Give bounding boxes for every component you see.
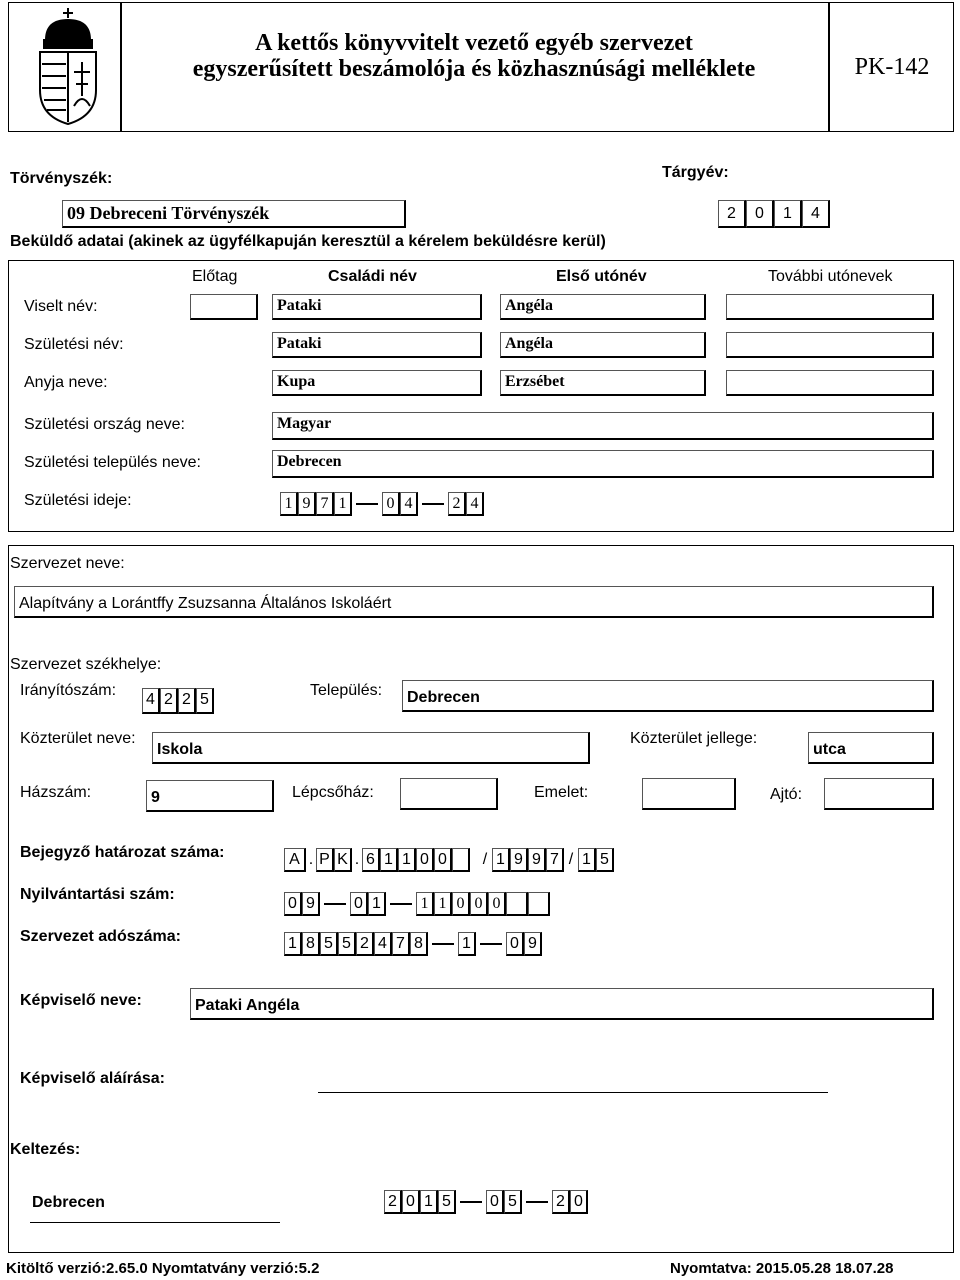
zip-cells xyxy=(142,688,214,714)
dated-year-digit[interactable]: 2 xyxy=(384,1190,402,1214)
house-label: Házszám: xyxy=(20,784,92,801)
year-label: Tárgyév: xyxy=(662,164,729,181)
reg-digit[interactable]: 1 xyxy=(416,892,434,916)
street-field[interactable]: Iskola xyxy=(152,732,590,764)
mother-name-other[interactable] xyxy=(726,370,934,396)
footer-printed: Nyomtatva: 2015.05.28 18.07.28 xyxy=(670,1260,894,1277)
tax-year-cells xyxy=(718,200,830,228)
decision-number-digit[interactable]: 6 xyxy=(362,848,380,872)
form-title-line2: egyszerűsített beszámolója és közhasznúsági melléklete xyxy=(192,56,756,82)
tax-year-digit[interactable]: 2 xyxy=(718,200,746,228)
birth-name-first[interactable]: Angéla xyxy=(500,332,706,358)
footer-version: Kitöltő verzió:2.65.0 Nyomtatvány verzió:5.2 xyxy=(6,1260,320,1277)
decision-letter[interactable]: P xyxy=(316,848,334,872)
street-type-field[interactable]: utca xyxy=(808,732,934,764)
mother-name-label: Anyja neve: xyxy=(24,374,108,391)
tax-digit[interactable]: 1 xyxy=(284,932,302,956)
org-name-label: Szervezet neve: xyxy=(10,555,125,572)
reg-digit[interactable]: 1 xyxy=(434,892,452,916)
birth-year-digit[interactable]: 9 xyxy=(298,492,316,516)
birth-date-label: Születési ideje: xyxy=(24,492,132,509)
decision-number-digit[interactable]: 0 xyxy=(434,848,452,872)
birth-month-digit[interactable]: 0 xyxy=(382,492,400,516)
worn-name-other[interactable] xyxy=(726,294,934,320)
zip-digit[interactable]: 5 xyxy=(196,688,214,714)
tax-digit[interactable]: 5 xyxy=(320,932,338,956)
court-field[interactable]: 09 Debreceni Törvényszék xyxy=(62,200,406,228)
col-family-header: Családi név xyxy=(328,268,417,285)
dated-year-digit[interactable]: 0 xyxy=(402,1190,420,1214)
zip-digit[interactable]: 4 xyxy=(142,688,160,714)
city-label: Település: xyxy=(310,682,383,699)
reg-separator xyxy=(324,903,346,905)
date-separator xyxy=(526,1201,548,1203)
door-label: Ajtó: xyxy=(770,786,803,803)
dated-label: Keltezés: xyxy=(10,1141,81,1158)
decision-number-digit[interactable]: 0 xyxy=(416,848,434,872)
dated-day-digit[interactable]: 2 xyxy=(552,1190,570,1214)
col-prefix-header: Előtag xyxy=(192,268,238,285)
dated-month-digit[interactable]: 5 xyxy=(504,1190,522,1214)
date-separator xyxy=(460,1201,482,1203)
form-code: PK-142 xyxy=(854,54,930,80)
mother-name-first[interactable]: Erzsébet xyxy=(500,370,706,396)
decision-slash: / xyxy=(482,851,488,868)
dated-month-digit[interactable]: 0 xyxy=(486,1190,504,1214)
tax-digit[interactable]: 9 xyxy=(524,932,542,956)
birth-date-cells xyxy=(280,492,484,516)
decision-letter[interactable]: A xyxy=(284,848,306,872)
city-field[interactable]: Debrecen xyxy=(402,680,934,712)
decision-year-digit[interactable]: 9 xyxy=(510,848,528,872)
decision-year-digit[interactable]: 1 xyxy=(492,848,510,872)
tax-digit[interactable]: 1 xyxy=(458,932,476,956)
reg-digit[interactable]: 0 xyxy=(284,892,302,916)
birth-month-digit[interactable]: 4 xyxy=(400,492,418,516)
birth-day-digit[interactable]: 4 xyxy=(466,492,484,516)
birth-name-other[interactable] xyxy=(726,332,934,358)
tax-digit[interactable]: 2 xyxy=(356,932,374,956)
reg-digit[interactable]: 0 xyxy=(488,892,506,916)
reg-digit[interactable]: 0 xyxy=(470,892,488,916)
reg-number-cells xyxy=(284,892,550,916)
rep-name-field[interactable]: Pataki Angéla xyxy=(190,988,934,1020)
rep-signature-label: Képviselő aláírása: xyxy=(20,1070,165,1087)
decision-year-digit[interactable]: 9 xyxy=(528,848,546,872)
birth-year-digit[interactable]: 1 xyxy=(334,492,352,516)
tax-number-cells xyxy=(284,932,542,956)
dated-date-cells xyxy=(384,1190,588,1214)
header-divider-left xyxy=(120,2,122,132)
date-separator xyxy=(422,503,444,505)
birth-city-field[interactable]: Debrecen xyxy=(272,450,934,478)
decision-cells xyxy=(284,848,614,872)
decision-number-digit[interactable] xyxy=(452,848,470,872)
rep-signature-line xyxy=(318,1092,828,1093)
decision-label: Bejegyző határozat száma: xyxy=(20,844,225,861)
decision-slash: / xyxy=(568,851,574,868)
reg-digit[interactable] xyxy=(528,892,550,916)
form-title xyxy=(124,30,824,82)
court-label: Törvényszék: xyxy=(10,170,113,187)
tax-digit[interactable]: 7 xyxy=(392,932,410,956)
dated-place[interactable]: Debrecen xyxy=(32,1194,105,1211)
org-name-field[interactable]: Alapítvány a Lorántffy Zsuzsanna Általános Iskoláért xyxy=(14,586,934,618)
tax-year-digit[interactable]: 0 xyxy=(746,200,774,228)
decision-dot: . xyxy=(308,851,314,868)
reg-digit[interactable]: 0 xyxy=(452,892,470,916)
door-field[interactable] xyxy=(824,778,934,810)
decision-letter[interactable]: K xyxy=(334,848,352,872)
tax-digit[interactable]: 4 xyxy=(374,932,392,956)
reg-digit[interactable]: 0 xyxy=(350,892,368,916)
street-type-label: Közterület jellege: xyxy=(630,730,758,747)
decision-seq-digit[interactable]: 1 xyxy=(578,848,596,872)
tax-separator xyxy=(480,943,502,945)
zip-digit[interactable]: 2 xyxy=(160,688,178,714)
floor-field[interactable] xyxy=(642,778,736,810)
tax-year-digit[interactable]: 4 xyxy=(802,200,830,228)
coat-of-arms-icon xyxy=(32,6,104,128)
reg-number-label: Nyilvántartási szám: xyxy=(20,886,175,903)
tax-year-digit[interactable]: 1 xyxy=(774,200,802,228)
stair-label: Lépcsőház: xyxy=(292,784,374,801)
tax-digit[interactable]: 8 xyxy=(302,932,320,956)
tax-number-label: Szervezet adószáma: xyxy=(20,928,181,945)
house-field[interactable]: 9 xyxy=(146,780,274,812)
dated-year-digit[interactable]: 1 xyxy=(420,1190,438,1214)
tax-digit[interactable]: 5 xyxy=(338,932,356,956)
worn-name-label: Viselt név: xyxy=(24,298,98,315)
mother-name-family[interactable]: Kupa xyxy=(272,370,482,396)
birth-name-family[interactable]: Pataki xyxy=(272,332,482,358)
dated-place-line xyxy=(30,1222,280,1223)
col-first-header: Első utónév xyxy=(556,268,647,285)
birth-city-label: Születési település neve: xyxy=(24,454,201,471)
reg-digit[interactable]: 1 xyxy=(368,892,386,916)
decision-seq-digit[interactable]: 5 xyxy=(596,848,614,872)
birth-name-label: Születési név: xyxy=(24,336,124,353)
zip-digit[interactable]: 2 xyxy=(178,688,196,714)
dated-day-digit[interactable]: 0 xyxy=(570,1190,588,1214)
decision-dot: . xyxy=(354,851,360,868)
birth-day-digit[interactable]: 2 xyxy=(448,492,466,516)
birth-year-digit[interactable]: 1 xyxy=(280,492,298,516)
street-label: Közterület neve: xyxy=(20,730,136,747)
birth-country-label: Születési ország neve: xyxy=(24,416,185,433)
tax-digit[interactable]: 0 xyxy=(506,932,524,956)
reg-digit[interactable]: 9 xyxy=(302,892,320,916)
worn-name-prefix[interactable] xyxy=(190,294,258,320)
decision-number-digit[interactable]: 1 xyxy=(380,848,398,872)
decision-number-digit[interactable]: 1 xyxy=(398,848,416,872)
org-seat-label: Szervezet székhelye: xyxy=(10,656,162,673)
birth-country-field[interactable]: Magyar xyxy=(272,412,934,440)
sender-heading: Beküldő adatai (akinek az ügyfélkapuján keresztül a kérelem beküldésre kerül) xyxy=(10,233,606,250)
decision-year-digit[interactable]: 7 xyxy=(546,848,564,872)
worn-name-family[interactable]: Pataki xyxy=(272,294,482,320)
col-other-header: További utónevek xyxy=(768,268,893,285)
tax-digit[interactable]: 8 xyxy=(410,932,428,956)
worn-name-first[interactable]: Angéla xyxy=(500,294,706,320)
birth-year-digit[interactable]: 7 xyxy=(316,492,334,516)
dated-year-digit[interactable]: 5 xyxy=(438,1190,456,1214)
stair-field[interactable] xyxy=(400,778,498,810)
zip-label: Irányítószám: xyxy=(20,682,117,699)
date-separator xyxy=(356,503,378,505)
rep-name-label: Képviselő neve: xyxy=(20,992,142,1009)
form-title-line1: A kettős könyvvitelt vezető egyéb szervezet xyxy=(255,30,693,56)
floor-label: Emelet: xyxy=(534,784,589,801)
reg-separator xyxy=(390,903,412,905)
tax-separator xyxy=(432,943,454,945)
reg-digit[interactable] xyxy=(506,892,528,916)
